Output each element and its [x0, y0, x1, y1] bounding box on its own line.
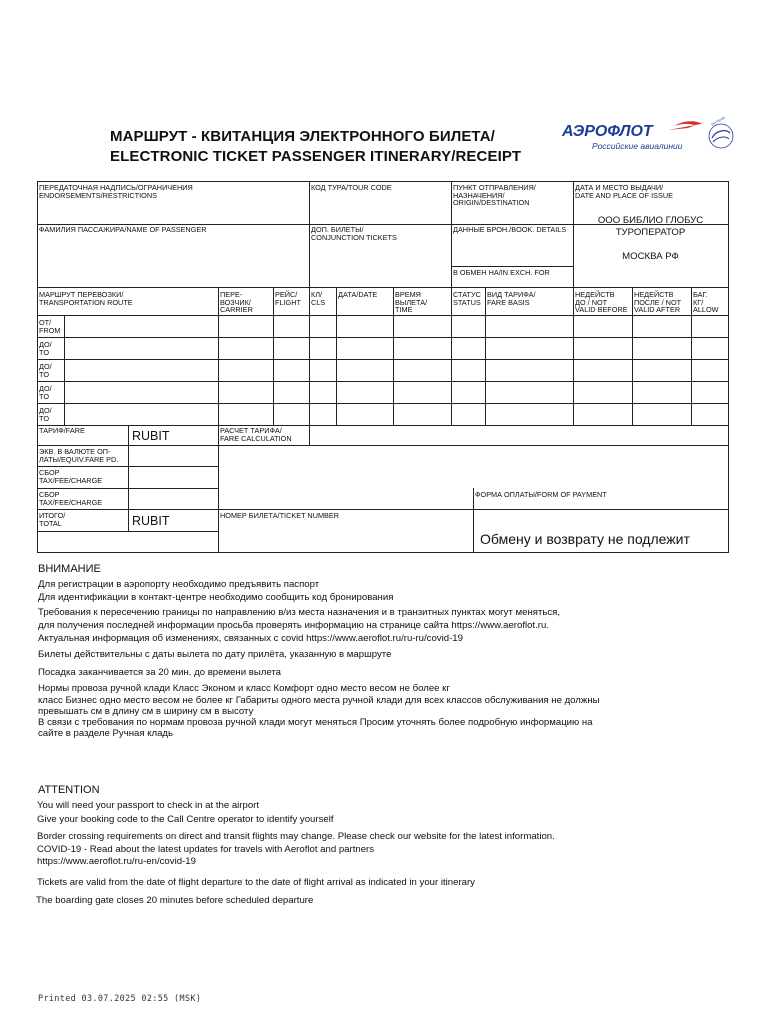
- notes-en-line: Tickets are valid from the date of flight departure to the date of flight arrival as indicated in your itinerary: [37, 877, 475, 888]
- exchange-label: В ОБМЕН НА/IN EXCH. FOR: [453, 268, 550, 277]
- tour-code-label: КОД ТУРА/TOUR CODE: [311, 183, 392, 192]
- title-en: ELECTRONIC TICKET PASSENGER ITINERARY/RECEIPT: [110, 148, 522, 165]
- notes-ru-line: класс Бизнес одно место весом не более кг Габариты одного места ручной клади для всех классов обслуживания не должны: [38, 695, 600, 706]
- notes-en-heading: ATTENTION: [38, 784, 100, 796]
- notes-en-line: The boarding gate closes 20 minutes before scheduled departure: [36, 895, 314, 906]
- notes-ru-line: Билеты действительны с даты вылета по дату прилёта, указанную в маршруте: [38, 649, 392, 660]
- time-label: ВРЕМЯ ВЫЛЕТА/ TIME: [395, 290, 428, 315]
- conjunction-tickets-label: ДОП. БИЛЕТЫ/ CONJUNCTION TICKETS: [311, 225, 397, 242]
- book-details-label: ДАННЫЕ БРОН./BOOK. DETAILS: [453, 225, 567, 234]
- notes-ru-line: Посадка заканчивается за 20 мин. до времени вылета: [38, 667, 281, 678]
- non-refundable-notice: Обмену и возврату не подлежит: [480, 531, 690, 547]
- aeroflot-logo-graphic: [556, 116, 734, 158]
- notes-en-line: Border crossing requirements on direct and transit flights may change. Please check our website for the latest information.: [37, 831, 555, 842]
- notes-ru-heading: ВНИМАНИЕ: [38, 563, 101, 575]
- notes-ru-line: В связи с требования по нормам провоза ручной клади могут меняться Просим уточнять более подробную информацию на: [38, 717, 593, 728]
- fare-label: ТАРИФ/FARE: [39, 426, 85, 435]
- notes-ru-line: Нормы провоза ручной клади Класс Эконом и класс Комфорт одно место весом не более кг: [38, 683, 450, 694]
- notes-ru-line: Для регистрации в аэропорту необходимо предъявить паспорт: [38, 579, 320, 590]
- notes-ru-line: сайте в разделе Ручная кладь: [38, 728, 174, 739]
- notes-ru-line: Требования к пересечению границы по направлению в/из места назначения и в транзитных пунктах могут меняться,: [38, 607, 560, 618]
- passenger-name-label: ФАМИЛИЯ ПАССАЖИРА/NAME OF PASSENGER: [39, 225, 207, 234]
- notes-ru-line: Актуальная информация об изменениях, связанных с covid https://www.aeroflot.ru/ru-ru/covid-19: [38, 633, 463, 644]
- issuer-type: ТУРОПЕРАТОР: [615, 227, 686, 238]
- fare-value: RUBIT: [132, 429, 170, 443]
- segment-to-label: ДО/ TO: [39, 384, 52, 401]
- equiv-fare-label: ЭКВ. В ВАЛЮТЕ ОП- ЛАТЫ/EQUIV.FARE PD.: [39, 447, 119, 464]
- logo-subtitle: Российские авиалинии: [592, 141, 683, 151]
- notes-ru-line: превышать см в длину см в ширину см в высоту: [38, 706, 254, 717]
- tax-label: СБОР TAX/FEE/CHARGE: [39, 490, 103, 507]
- segment-to-label: ДО/ TO: [39, 362, 52, 379]
- carrier-label: ПЕРЕ- ВОЗЧИК/ CARRIER: [220, 290, 253, 315]
- title-ru: МАРШРУТ - КВИТАНЦИЯ ЭЛЕКТРОННОГО БИЛЕТА/: [110, 128, 495, 145]
- date-label: ДАТА/DATE: [338, 290, 378, 299]
- route-label: МАРШРУТ ПЕРЕВОЗКИ/ TRANSPORTATION ROUTE: [39, 290, 133, 307]
- tax-label: СБОР TAX/FEE/CHARGE: [39, 468, 103, 485]
- notes-en-line: https://www.aeroflot.ru/ru-en/covid-19: [37, 856, 196, 867]
- segment-from-label: ОТ/ FROM: [39, 318, 61, 335]
- form-of-payment-label: ФОРМА ОПЛАТЫ/FORM OF PAYMENT: [475, 490, 607, 499]
- fare-calculation-label: РАСЧЕТ ТАРИФА/ FARE CALCULATION: [220, 426, 292, 443]
- total-value: RUBIT: [132, 514, 170, 528]
- flight-label: РЕЙС/ FLIGHT: [275, 290, 301, 307]
- logo-wordmark: АЭРОФЛОТ: [562, 123, 653, 140]
- printed-timestamp: Printed 03.07.2025 02:55 (MSK): [38, 993, 202, 1003]
- fare-basis-label: ВИД ТАРИФА/ FARE BASIS: [487, 290, 536, 307]
- notes-en-line: Give your booking code to the Call Centre operator to identify yourself: [37, 814, 334, 825]
- endorsements-label: ПЕРЕДАТОЧНАЯ НАДПИСЬ/ОГРАНИЧЕНИЯ ENDORSEMENTS/RESTRICTIONS: [39, 183, 193, 200]
- status-label: СТАТУС STATUS: [453, 290, 481, 307]
- ticket-number-label: НОМЕР БИЛЕТА/TICKET NUMBER: [220, 511, 340, 520]
- class-label: КЛ/ CLS: [311, 290, 326, 307]
- aeroflot-logo: [556, 116, 734, 158]
- notes-en-line: You will need your passport to check in at the airport: [37, 800, 260, 811]
- skyteam-mark: SKYTEAM: [710, 116, 726, 127]
- segment-to-label: ДО/ TO: [39, 340, 52, 357]
- origin-destination-label: ПУНКТ ОТПРАВЛЕНИЯ/ НАЗНАЧЕНИЯ/ ORIGIN/DESTINATION: [453, 183, 536, 208]
- not-valid-after-label: НЕДЕЙСТВ ПОСЛЕ / NOT VALID AFTER: [634, 290, 682, 315]
- notes-ru-line: Для идентификации в контакт-центре необходимо сообщить код бронирования: [38, 592, 394, 603]
- issuer-city: МОСКВА РФ: [622, 251, 679, 262]
- issuer-name: ООО БИБЛИО ГЛОБУС: [597, 215, 704, 226]
- not-valid-before-label: НЕДЕЙСТВ ДО / NOT VALID BEFORE: [575, 290, 628, 315]
- issue-date-label: ДАТА И МЕСТО ВЫДАЧИ/ DATE AND PLACE OF ISSUE: [575, 183, 673, 200]
- total-label: ИТОГО/ TOTAL: [39, 511, 66, 528]
- baggage-label: БАГ. КГ/ ALLOW: [693, 290, 719, 315]
- segment-to-label: ДО/ TO: [39, 406, 52, 423]
- notes-ru-line: для получения последней информации просьба проверять информацию на странице сайта https://www.aeroflot.ru.: [38, 620, 549, 631]
- notes-en-line: COVID-19 - Read about the latest updates for travels with Aeroflot and partners: [37, 844, 375, 855]
